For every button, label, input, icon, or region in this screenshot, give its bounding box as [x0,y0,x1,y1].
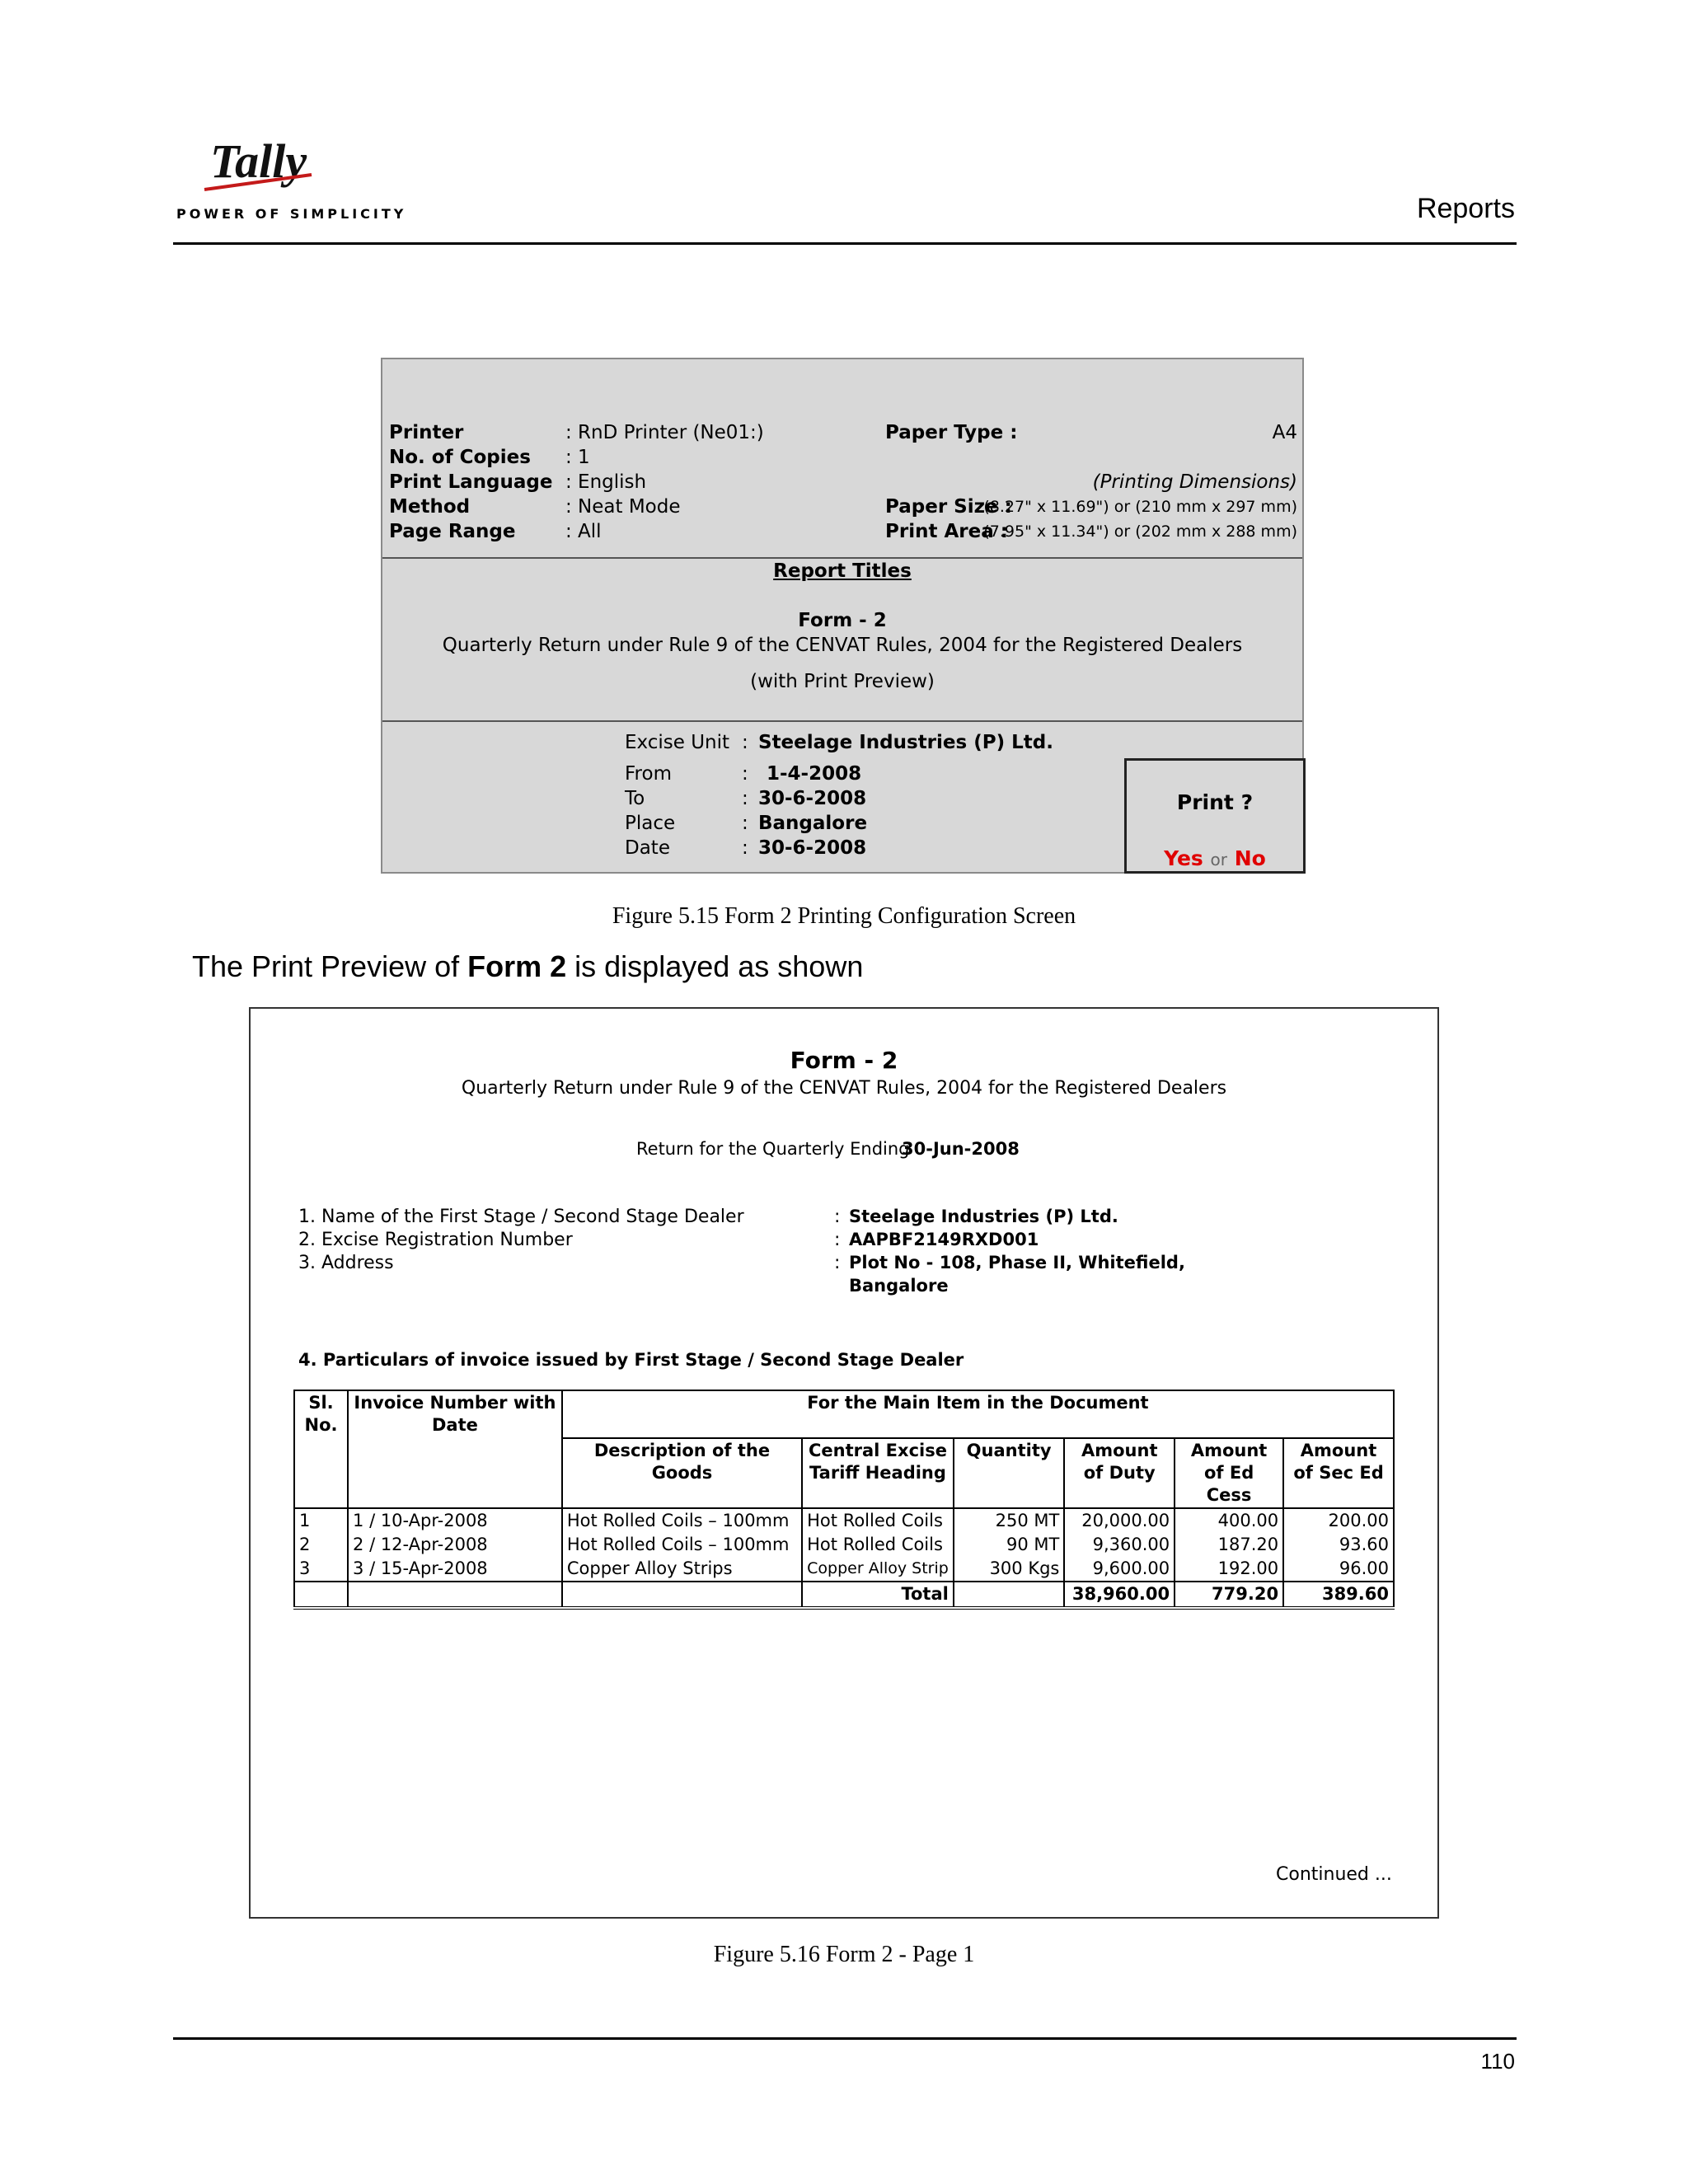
print-preview-note: (with Print Preview) [750,671,935,692]
date-label: Date [625,837,670,859]
language-label: Print Language [389,471,553,493]
colon: : [742,813,748,834]
page-number: 110 [1480,2049,1515,2074]
tally-logo-mark [173,132,321,198]
col-header-duty: Amount of Duty [1064,1438,1175,1508]
registration-value: AAPBF2149RXD001 [849,1230,1039,1249]
quarter-label: Return for the Quarterly Ending [636,1139,910,1159]
invoice-table [293,1390,1395,1610]
cell-tariff: Copper Alloy Strip [802,1557,954,1582]
figure-caption-5-16: Figure 5.16 Form 2 - Page 1 [713,1942,975,1967]
intro-bold: Form 2 [467,949,567,983]
colon: : [834,1207,841,1227]
print-confirm-dialog [1124,758,1306,874]
print-area-value: (7.95" x 11.34") or (202 mm x 288 mm) [983,523,1297,541]
intro-paragraph [192,949,863,984]
excise-unit-label: Excise Unit [625,732,730,753]
print-config-screen [381,358,1304,874]
col-header-sec-ed: Amount of Sec Ed [1283,1438,1394,1508]
page-range-label: Page Range [389,521,516,542]
printer-label: Printer [389,422,464,443]
place-value[interactable]: Bangalore [758,813,868,834]
table-row [294,1508,1394,1533]
cell-invoice: 3 / 15-Apr-2008 [348,1557,562,1582]
intro-text: The Print Preview of [192,949,468,983]
yes-button[interactable]: Yes [1164,846,1203,870]
cell-empty [562,1582,802,1608]
cell-description: Hot Rolled Coils – 100mm [562,1533,802,1557]
col-header-invoice: Invoice Number with Date [348,1390,562,1508]
tally-logo [173,132,407,223]
paper-size-value: (8.27" x 11.69") or (210 mm x 297 mm) [983,498,1297,516]
col-header-ed-cess: Amount of Ed Cess [1175,1438,1283,1508]
date-value[interactable]: 30-6-2008 [758,837,867,859]
quarter-value: 30-Jun-2008 [902,1139,1020,1159]
cell-empty [954,1582,1065,1608]
place-label: Place [625,813,676,834]
method-label: Method [389,496,471,518]
col-header-description: Description of the Goods [562,1438,802,1508]
total-row [294,1582,1394,1608]
cell-invoice: 2 / 12-Apr-2008 [348,1533,562,1557]
cell-ed-cess: 192.00 [1175,1557,1283,1582]
cell-tariff: Hot Rolled Coils [802,1533,954,1557]
cell-quantity: 300 Kgs [954,1557,1065,1582]
dealer-name-label: 1. Name of the First Stage / Second Stage Dealer [298,1207,744,1227]
paper-size-label: Paper Size : [885,496,1012,518]
cell-sec-ed: 96.00 [1283,1557,1394,1582]
language-value[interactable]: : English [565,471,647,493]
cell-sl: 1 [294,1508,348,1533]
cell-empty [348,1582,562,1608]
colon: : [834,1253,841,1273]
colon: : [742,837,748,859]
continued-note: Continued ... [1276,1864,1392,1885]
address-line1: Plot No - 108, Phase II, Whitefield, [849,1253,1185,1272]
cell-description: Hot Rolled Coils – 100mm [562,1508,802,1533]
section-title: Reports [1416,193,1515,224]
registration-label: 2. Excise Registration Number [298,1230,573,1250]
print-prompt: Print ? [1176,790,1254,814]
no-button[interactable]: No [1234,846,1266,870]
table-row [294,1557,1394,1582]
address-line2: Bangalore [849,1276,949,1296]
colon: : [742,732,748,753]
cell-quantity: 90 MT [954,1533,1065,1557]
footer-rule [173,2037,1517,2040]
report-form-title[interactable]: Form - 2 [798,610,887,631]
section-4-heading: 4. Particulars of invoice issued by First Stage / Second Stage Dealer [298,1350,964,1370]
intro-text-end: is displayed as shown [566,949,864,983]
cell-sec-ed: 93.60 [1283,1533,1394,1557]
total-duty: 38,960.00 [1064,1582,1175,1608]
cell-invoice: 1 / 10-Apr-2008 [348,1508,562,1533]
col-header-main-item: For the Main Item in the Document [562,1390,1394,1438]
address-label: 3. Address [298,1253,394,1273]
cell-sl: 2 [294,1533,348,1557]
method-value[interactable]: : Neat Mode [565,496,681,518]
paper-type-value[interactable]: A4 [1272,422,1297,443]
copies-label: No. of Copies [389,447,531,468]
report-form-subtitle[interactable]: Quarterly Return under Rule 9 of the CENVAT Rules, 2004 for the Registered Dealers [442,635,1243,656]
to-value[interactable]: 30-6-2008 [758,788,867,809]
col-header-tariff: Central Excise Tariff Heading [802,1438,954,1508]
config-divider [382,557,1302,559]
excise-unit-value[interactable]: Steelage Industries (P) Ltd. [758,732,1053,753]
cell-empty [294,1582,348,1608]
total-label: Total [802,1582,954,1608]
preview-subtitle: Quarterly Return under Rule 9 of the CENVAT Rules, 2004 for the Registered Dealers [461,1078,1227,1099]
page-range-value[interactable]: : All [565,521,602,542]
cell-sec-ed: 200.00 [1283,1508,1394,1533]
total-ed-cess: 779.20 [1175,1582,1283,1608]
cell-quantity: 250 MT [954,1508,1065,1533]
from-value[interactable]: 1-4-2008 [767,763,862,785]
cell-duty: 9,360.00 [1064,1533,1175,1557]
or-text: or [1210,850,1227,869]
printer-value[interactable]: : RnD Printer (Ne01:) [565,422,764,443]
from-label: From [625,763,672,785]
config-divider [382,720,1302,722]
report-titles-heading: Report Titles [773,560,912,582]
total-sec-ed: 389.60 [1283,1582,1394,1608]
logo-tagline: POWER OF SIMPLICITY [176,206,407,222]
figure-caption-5-15: Figure 5.15 Form 2 Printing Configuration Screen [612,903,1076,929]
colon: : [742,763,748,785]
copies-value[interactable]: : 1 [565,447,590,468]
cell-ed-cess: 400.00 [1175,1508,1283,1533]
header-rule [173,242,1517,245]
printing-dimensions-note: (Printing Dimensions) [1092,471,1297,493]
cell-sl: 3 [294,1557,348,1582]
colon: : [742,788,748,809]
cell-duty: 20,000.00 [1064,1508,1175,1533]
logo-text: Tally [210,134,307,188]
paper-type-label: Paper Type : [885,422,1018,443]
form2-print-preview [249,1007,1439,1919]
to-label: To [625,788,645,809]
print-choice [1127,846,1303,870]
cell-duty: 9,600.00 [1064,1557,1175,1582]
table-row [294,1533,1394,1557]
col-header-quantity: Quantity [954,1438,1065,1508]
dealer-name-value: Steelage Industries (P) Ltd. [849,1207,1118,1226]
cell-description: Copper Alloy Strips [562,1557,802,1582]
colon: : [834,1230,841,1250]
col-header-sl: Sl. No. [294,1390,348,1508]
cell-tariff: Hot Rolled Coils [802,1508,954,1533]
cell-ed-cess: 187.20 [1175,1533,1283,1557]
print-area-label: Print Area : [885,521,1008,542]
preview-title: Form - 2 [790,1047,898,1074]
